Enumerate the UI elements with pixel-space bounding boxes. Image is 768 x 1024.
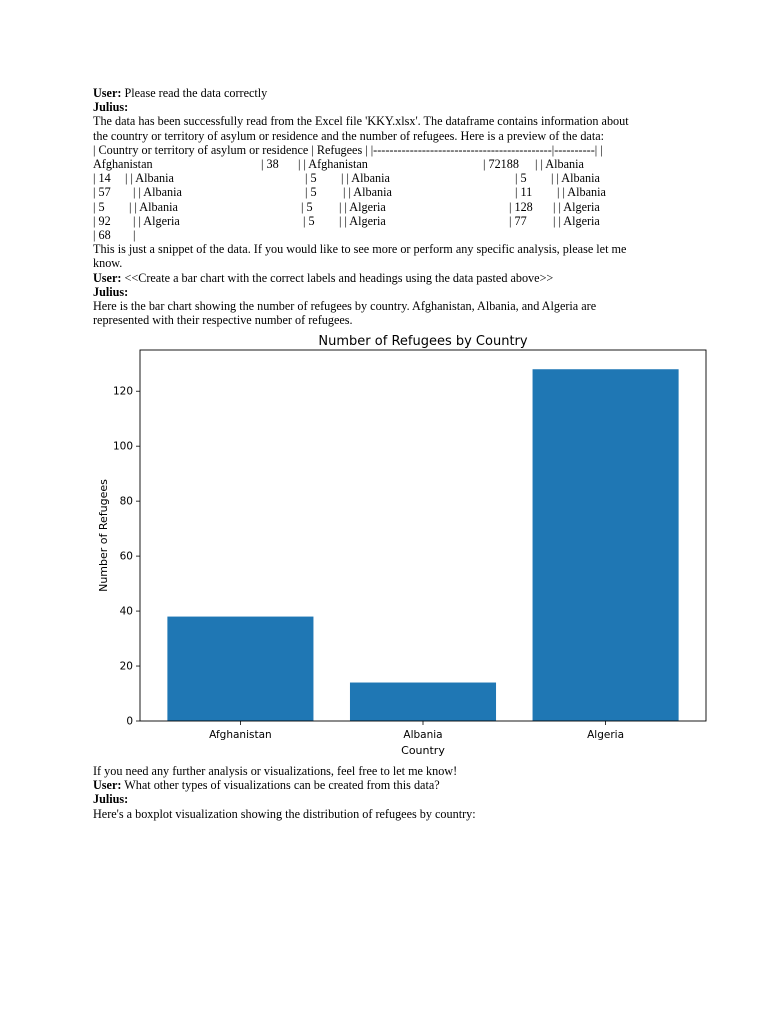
preview-cell: | 57: [93, 185, 111, 200]
message-text: What other types of visualizations can be created from this data?: [124, 778, 440, 793]
message-text-line: the country or territory of asylum or residence and the number of refugees. Here is a preview of the data:: [93, 128, 605, 143]
y-axis-label: Number of Refugees: [97, 479, 110, 592]
message-text-line: If you need any further analysis or visualizations, feel free to let me know!: [93, 764, 458, 778]
preview-cell: | | Algeria: [553, 213, 600, 228]
preview-cell: | | Albania: [557, 185, 606, 200]
y-tick-label: 80: [119, 495, 133, 508]
preview-row: [93, 228, 673, 242]
data-preview-table: [93, 157, 673, 242]
message-text-line: know.: [93, 256, 123, 271]
preview-cell: | 5: [93, 199, 105, 214]
message-text: <<Create a bar chart with the correct labels and headings using the data pasted above>>: [124, 270, 554, 285]
message-text-line: This is just a snippet of the data. If you would like to see more or perform any specific analysis, please let me: [93, 242, 627, 257]
y-tick-label: 60: [119, 550, 133, 563]
bar-chart-svg: [93, 330, 713, 760]
message-user-3: [93, 778, 673, 792]
speaker-label-julius-1: Julius:: [93, 100, 129, 115]
bar-chart: [93, 330, 713, 760]
preview-cell: | 72188: [483, 157, 519, 172]
preview-cell: | 77: [509, 213, 527, 228]
conversation-continued: [93, 764, 673, 821]
message-text-line: Here's a boxplot visualization showing the distribution of refugees by country:: [93, 806, 476, 821]
x-tick-label: Algeria: [587, 729, 625, 741]
speaker-label: User:: [93, 86, 122, 100]
preview-row: [93, 200, 673, 214]
table-header-line: | Country or territory of asylum or residence | Refugees | |--------------------------------------------|----------| |: [93, 142, 603, 157]
chart-title: Number of Refugees by Country: [318, 334, 528, 349]
preview-cell: | | Albania: [535, 157, 584, 172]
preview-cell: |: [133, 227, 136, 242]
preview-row: [93, 214, 673, 228]
preview-cell: | | Albania: [343, 185, 392, 200]
bars-group: [167, 369, 678, 721]
preview-cell: | | Albania: [129, 199, 178, 214]
message-text-line: represented with their respective number of refugees.: [93, 313, 353, 328]
y-ticks-group: [113, 386, 140, 728]
message-text: Please read the data correctly: [124, 86, 268, 100]
preview-cell: | | Albania: [125, 171, 174, 186]
preview-cell: | | Algeria: [133, 213, 180, 228]
preview-cell: | 5: [305, 171, 317, 186]
preview-cell: | 5: [305, 185, 317, 200]
speaker-label-julius-3: Julius:: [93, 792, 129, 807]
conversation-transcript: [93, 86, 673, 327]
speaker-label: User:: [93, 778, 122, 793]
preview-row: [93, 157, 673, 171]
preview-cell: | 128: [509, 199, 533, 214]
preview-cell: | 68: [93, 227, 111, 242]
preview-cell: | | Algeria: [553, 199, 600, 214]
preview-cell: | 11: [515, 185, 533, 200]
x-ticks-group: [209, 721, 624, 741]
message-user-2: [93, 271, 673, 285]
preview-cell: | | Algeria: [339, 213, 386, 228]
preview-cell: | | Albania: [341, 171, 390, 186]
bar-albania: [350, 683, 496, 721]
y-tick-label: 20: [119, 660, 133, 673]
y-tick-label: 100: [112, 440, 133, 453]
message-text-line: Here is the bar chart showing the number of refugees by country. Afghanistan, Albania, and Algeria are: [93, 298, 597, 313]
preview-cell: | 92: [93, 213, 111, 228]
speaker-label: User:: [93, 270, 122, 285]
x-tick-label: Afghanistan: [209, 729, 272, 741]
bar-algeria: [533, 369, 679, 721]
preview-cell: | | Algeria: [339, 199, 386, 214]
preview-cell: Afghanistan: [93, 157, 153, 172]
preview-cell: | 5: [303, 213, 315, 228]
x-axis-label: Country: [401, 744, 445, 757]
bar-afghanistan: [167, 617, 313, 721]
preview-cell: | | Albania: [551, 171, 600, 186]
preview-cell: | 14: [93, 171, 111, 186]
speaker-label-julius-2: Julius:: [93, 284, 129, 299]
message-text-line: The data has been successfully read from the Excel file 'KKY.xlsx'. The dataframe contains information about: [93, 114, 629, 129]
x-tick-label: Albania: [403, 729, 443, 741]
y-tick-label: 120: [112, 385, 133, 398]
preview-cell: | 38: [261, 157, 279, 172]
y-tick-label: 40: [119, 605, 133, 618]
y-tick-label: 0: [126, 715, 133, 728]
preview-row: [93, 185, 673, 199]
preview-cell: | | Afghanistan: [298, 157, 368, 172]
preview-cell: | | Albania: [133, 185, 182, 200]
message-user-1: [93, 86, 673, 100]
preview-row: [93, 171, 673, 185]
preview-cell: | 5: [515, 171, 527, 186]
preview-cell: | 5: [301, 199, 313, 214]
